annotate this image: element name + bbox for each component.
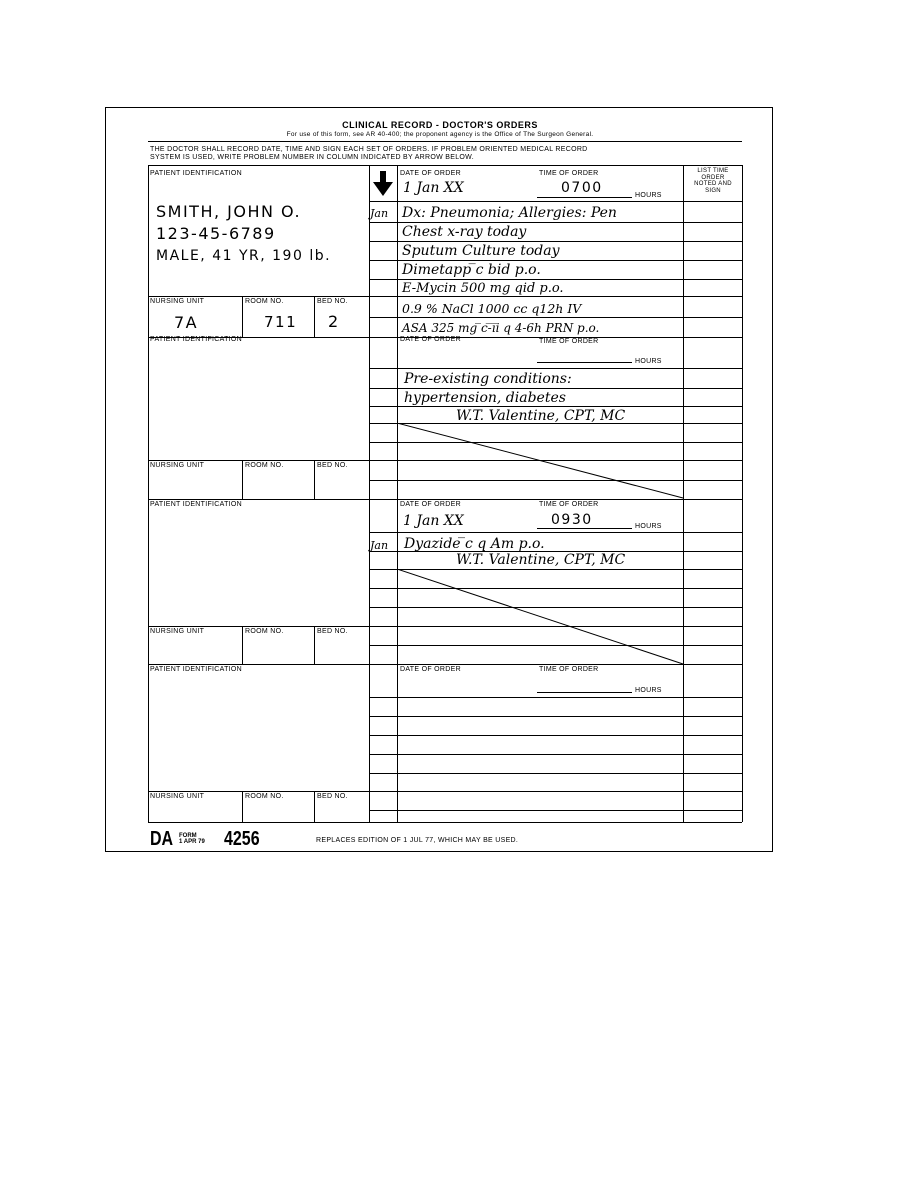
replaces-edition-note: REPLACES EDITION OF 1 JUL 77, WHICH MAY BE USED. (316, 837, 519, 844)
bed-no-value: 2 (328, 312, 340, 331)
patient-identification-label: PATIENT IDENTIFICATION (150, 336, 243, 343)
order-time: 0930 (551, 512, 593, 528)
hours-label: HOURS (635, 192, 662, 199)
form-subtitle: For use of this form, see AR 40-400; the proponent agency is the Office of The Surgeon General. (286, 131, 594, 138)
bed-no-label: BED NO. (317, 462, 348, 469)
room-no-value: 711 (264, 313, 298, 331)
time-of-order-label: TIME OF ORDER (539, 338, 599, 345)
problem-number-mark: Jan (370, 207, 389, 220)
order-line: hypertension, diabetes (404, 390, 566, 406)
patient-identification-label: PATIENT IDENTIFICATION (150, 501, 243, 508)
time-of-order-label: TIME OF ORDER (539, 170, 599, 177)
time-of-order-label: TIME OF ORDER (539, 501, 599, 508)
patient-identification-label: PATIENT IDENTIFICATION (150, 170, 243, 177)
arrow-down-icon (372, 171, 394, 197)
order-line: 0.9 % NaCl 1000 cc q12h IV (402, 301, 582, 316)
form-da-label: DA (150, 828, 174, 850)
hours-label: HOURS (635, 687, 662, 694)
hours-label: HOURS (635, 523, 662, 530)
patient-ssn: 123-45-6789 (156, 224, 276, 243)
void-slash-line (397, 423, 684, 499)
instruction-line-1: THE DOCTOR SHALL RECORD DATE, TIME AND SIGN EACH SET OF ORDERS. IF PROBLEM ORIENTED MEDICAL RECORD (150, 146, 588, 153)
order-time: 0700 (561, 180, 603, 196)
form-number: 4256 (224, 828, 260, 850)
room-no-label: ROOM NO. (245, 793, 284, 800)
order-line: Dyazide ̅c q Am p.o. (404, 536, 545, 552)
hours-label: HOURS (635, 358, 662, 365)
instruction-line-2: SYSTEM IS USED, WRITE PROBLEM NUMBER IN COLUMN INDICATED BY ARROW BELOW. (150, 154, 474, 161)
order-line: Sputum Culture today (402, 243, 560, 259)
physician-signature: W.T. Valentine, CPT, MC (456, 408, 626, 424)
nursing-unit-value: 7A (174, 313, 199, 332)
room-no-label: ROOM NO. (245, 298, 284, 305)
list-time-header: LIST TIME ORDER NOTED AND SIGN (694, 168, 732, 194)
form-edition: FORM 1 APR 79 (179, 833, 205, 845)
bed-no-label: BED NO. (317, 793, 348, 800)
physician-signature: W.T. Valentine, CPT, MC (456, 552, 626, 568)
bed-no-label: BED NO. (317, 628, 348, 635)
room-no-label: ROOM NO. (245, 628, 284, 635)
nursing-unit-label: NURSING UNIT (150, 628, 205, 635)
order-line: Chest x-ray today (402, 224, 527, 240)
doctors-orders-form (105, 107, 773, 852)
order-line: Dimetapp ̅c bid p.o. (402, 262, 541, 278)
void-slash-line (397, 569, 684, 665)
room-no-label: ROOM NO. (245, 462, 284, 469)
nursing-unit-label: NURSING UNIT (150, 793, 205, 800)
patient-identification-label: PATIENT IDENTIFICATION (150, 666, 243, 673)
order-line: ASA 325 mg ̅c-̅i̅i q 4-6h PRN p.o. (402, 321, 600, 335)
patient-name: SMITH, JOHN O. (156, 202, 302, 221)
time-of-order-label: TIME OF ORDER (539, 666, 599, 673)
date-of-order-label: DATE OF ORDER (400, 666, 461, 673)
patient-info: MALE, 41 YR, 190 lb. (156, 248, 332, 264)
order-date: 1 Jan XX (403, 180, 464, 196)
order-date: 1 Jan XX (403, 513, 464, 529)
order-line: Pre-existing conditions: (404, 371, 572, 387)
problem-number-mark: Jan (370, 539, 389, 552)
bed-no-label: BED NO. (317, 298, 348, 305)
nursing-unit-label: NURSING UNIT (150, 298, 205, 305)
date-of-order-label: DATE OF ORDER (400, 170, 461, 177)
order-line: E-Mycin 500 mg qid p.o. (402, 281, 564, 296)
date-of-order-label: DATE OF ORDER (400, 501, 461, 508)
date-of-order-label: DATE OF ORDER (400, 336, 461, 343)
order-line: Dx: Pneumonia; Allergies: Pen (402, 205, 617, 221)
form-title: CLINICAL RECORD - DOCTOR'S ORDERS (342, 120, 538, 130)
nursing-unit-label: NURSING UNIT (150, 462, 205, 469)
